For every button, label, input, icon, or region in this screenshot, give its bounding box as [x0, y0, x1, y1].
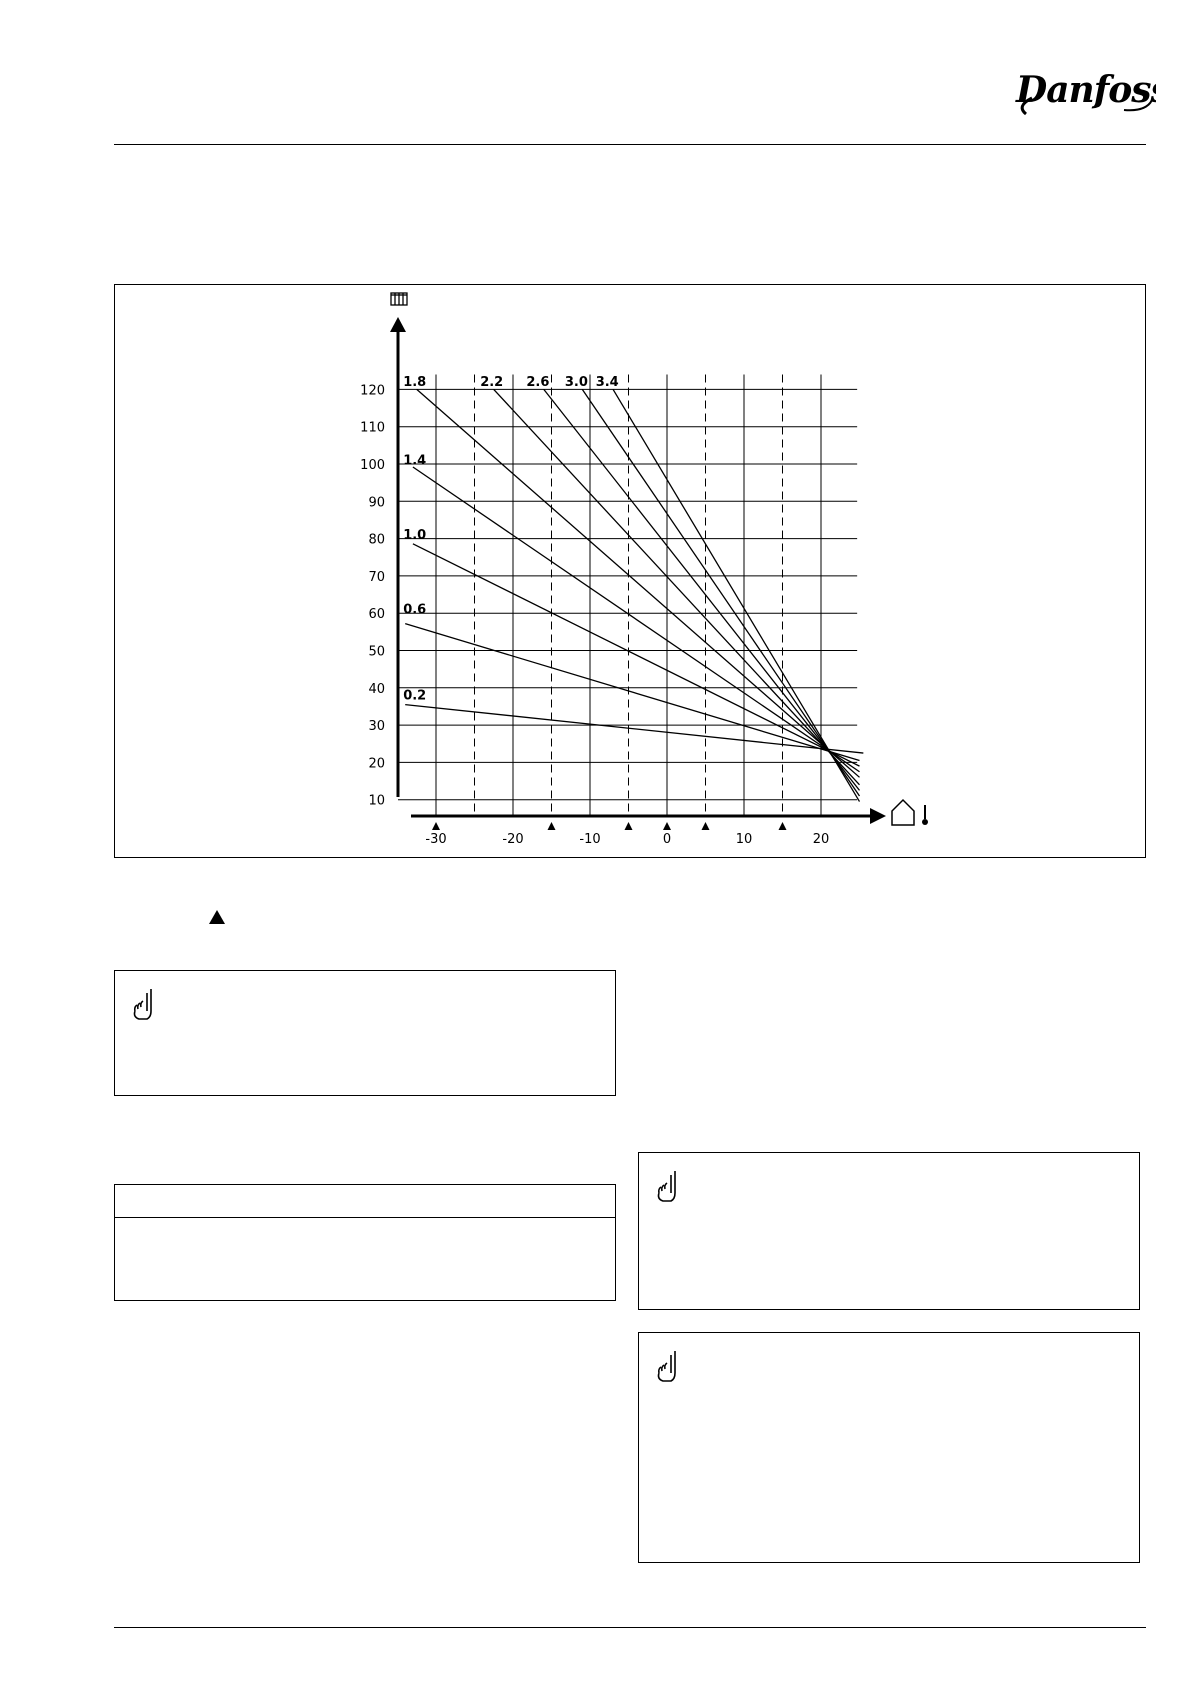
- x-tick-label: 20: [812, 832, 830, 847]
- y-tick-labels: [360, 383, 385, 808]
- series-line-0-2: [405, 705, 863, 753]
- series-line-1-0: [413, 544, 860, 766]
- series-line-3-0: [582, 389, 859, 796]
- horizontal-gridlines: [398, 389, 857, 799]
- curve-label: 1.0: [403, 527, 427, 543]
- x-tick-label: -10: [579, 832, 601, 847]
- table-header-row: [115, 1185, 615, 1218]
- x-tick-label: -30: [425, 832, 447, 847]
- series-lines: [405, 389, 863, 801]
- chart-frame: [114, 284, 1146, 858]
- x-marker-triangle: [779, 822, 787, 830]
- x-marker-triangle: [625, 822, 633, 830]
- x-marker-triangle: [702, 822, 710, 830]
- legend-marker-triangle: [209, 910, 225, 924]
- y-tick-label: 20: [368, 756, 385, 772]
- y-tick-label: 30: [368, 719, 385, 735]
- x-axis-arrow: [870, 808, 886, 824]
- note-box-3: [638, 1332, 1140, 1563]
- curve-label: 3.0: [564, 374, 588, 390]
- x-marker-triangle: [548, 822, 556, 830]
- series-line-2-6: [544, 389, 860, 790]
- hand-pointing-icon: [131, 987, 159, 1021]
- curve-label: 2.6: [526, 374, 550, 390]
- heating-curve-chart: [115, 285, 1147, 859]
- curve-label: 2.2: [480, 374, 504, 390]
- curve-label: 3.4: [595, 374, 619, 390]
- curve-label: 0.2: [403, 688, 427, 704]
- house-thermometer-icon: [892, 800, 928, 825]
- curve-label: 1.8: [403, 374, 427, 390]
- x-marker-triangle: [432, 822, 440, 830]
- y-tick-label: 10: [368, 793, 385, 809]
- y-tick-label: 100: [360, 458, 385, 473]
- y-tick-label: 80: [368, 532, 385, 548]
- y-tick-label: 110: [360, 420, 385, 436]
- vertical-gridlines: [436, 374, 821, 816]
- y-tick-label: 60: [368, 607, 385, 623]
- note-box-1: [114, 970, 616, 1096]
- y-tick-label: 90: [368, 495, 385, 511]
- y-tick-label: 120: [360, 383, 385, 399]
- danfoss-logo: [1006, 62, 1156, 122]
- x-tick-label: 10: [735, 832, 753, 847]
- hand-pointing-icon: [655, 1349, 683, 1383]
- series-line-0-6: [405, 624, 859, 761]
- y-axis-arrow: [390, 317, 406, 332]
- y-tick-label: 50: [368, 644, 385, 660]
- y-tick-label: 40: [368, 681, 385, 697]
- hand-pointing-icon: [655, 1169, 683, 1203]
- curve-label: 0.6: [403, 602, 427, 618]
- x-tick-labels: [425, 832, 829, 847]
- note-box-2: [638, 1152, 1140, 1310]
- series-line-1-8: [417, 389, 860, 777]
- radiator-icon: [391, 293, 407, 305]
- footer-rule: [114, 1627, 1146, 1628]
- curve-label: 1.4: [403, 453, 427, 469]
- y-tick-label: 70: [368, 569, 385, 585]
- header-rule: [114, 144, 1146, 145]
- x-tick-label: -20: [502, 832, 524, 847]
- x-tick-label: 0: [662, 832, 672, 847]
- series-line-1-4: [413, 467, 860, 772]
- x-marker-triangle: [663, 822, 671, 830]
- x-marker-triangles: [432, 822, 787, 830]
- logo-text: Danfoss: [1016, 69, 1156, 111]
- table-box: [114, 1184, 616, 1301]
